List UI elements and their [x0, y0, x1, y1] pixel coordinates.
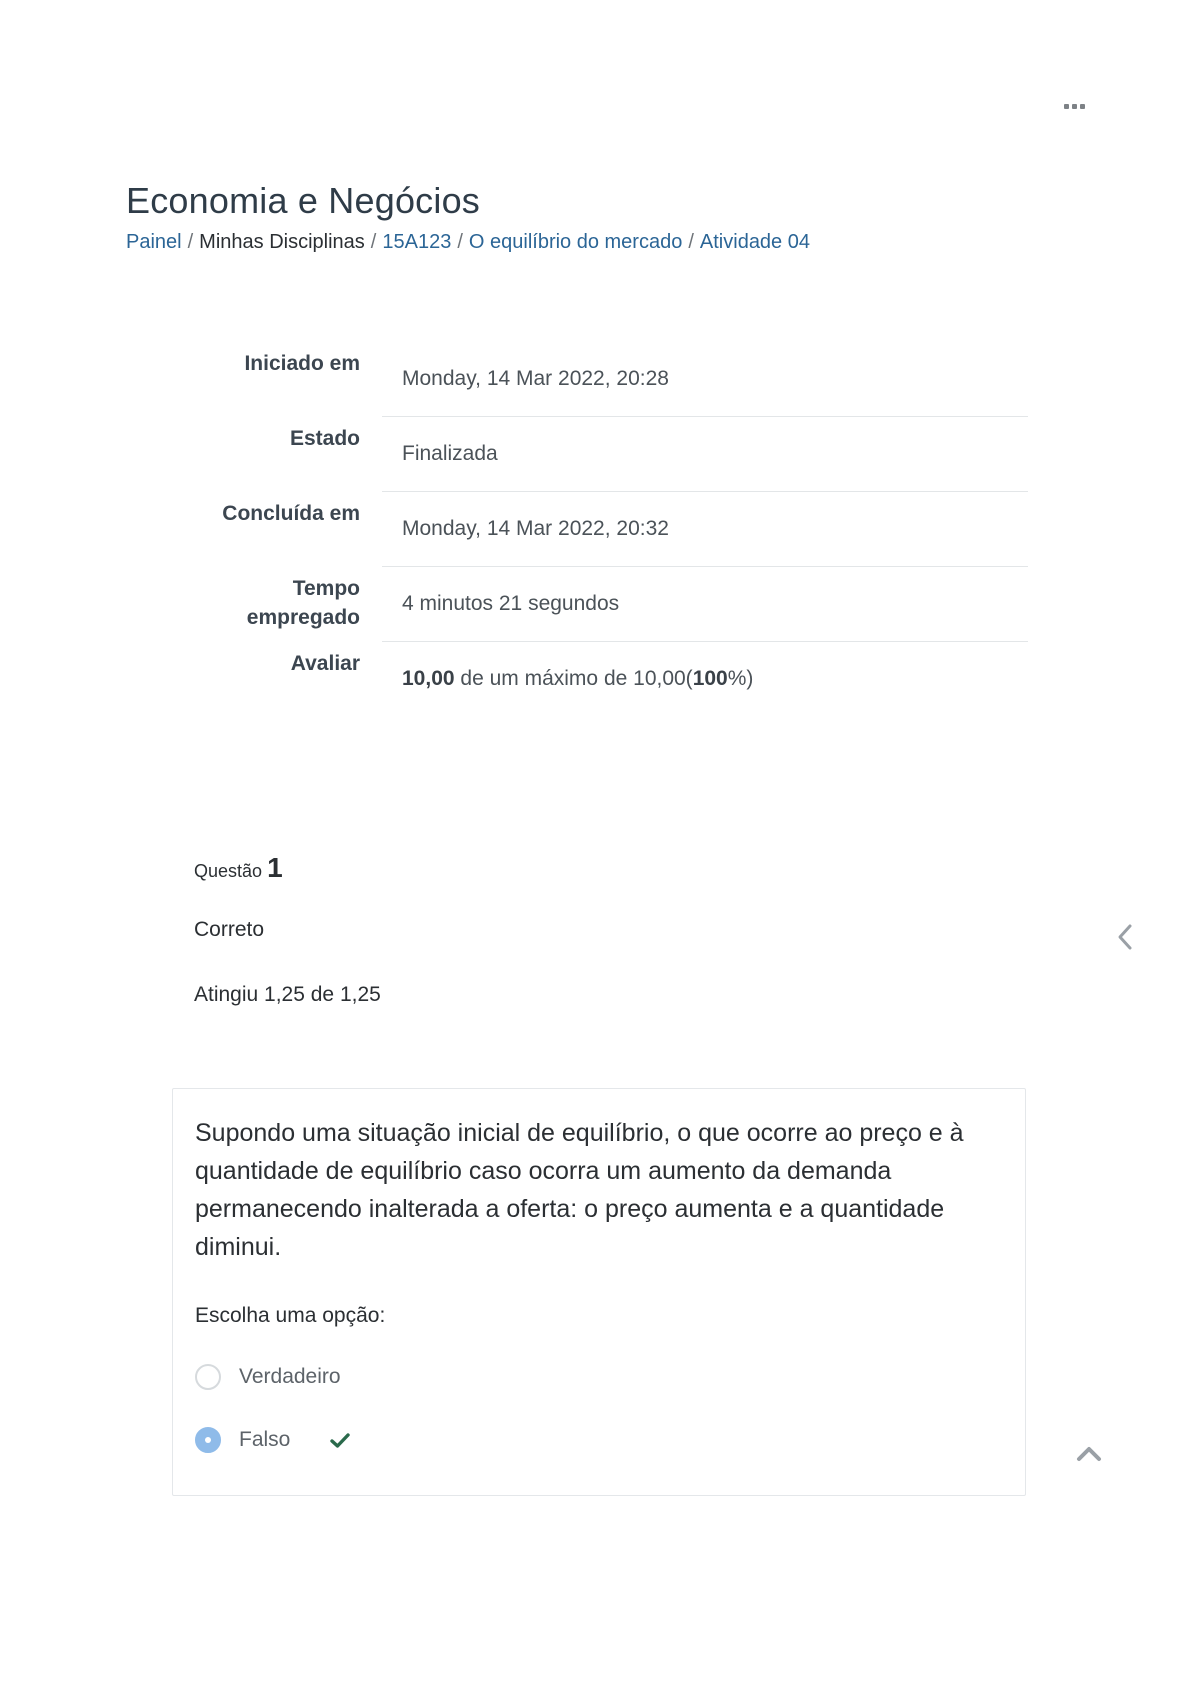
radio-falso[interactable] — [195, 1427, 221, 1453]
breadcrumb-atividade[interactable]: Atividade 04 — [699, 231, 810, 253]
summary-row-started — [160, 342, 1028, 417]
question-mark: Atingiu 1,25 de 1,25 — [194, 983, 381, 1006]
question-number — [194, 852, 283, 883]
question-info — [194, 852, 283, 884]
grade-value — [382, 642, 1028, 716]
breadcrumb-separator: / — [457, 231, 463, 253]
question-prompt: Escolha uma opção: — [195, 1304, 386, 1327]
time-label-line2: empregado — [246, 606, 360, 629]
summary-row-time — [160, 567, 1028, 642]
question-state: Correto — [194, 918, 265, 941]
summary-row-completed — [160, 492, 1028, 567]
state-label: Estado — [289, 427, 360, 450]
grade-label: Avaliar — [290, 652, 360, 675]
page-title: Economia e Negócios — [126, 180, 480, 221]
summary-row-grade — [160, 642, 1028, 716]
time-label-line1: Tempo — [292, 577, 360, 600]
question-number-value: 1 — [267, 852, 283, 883]
question-text: Supondo uma situação inicial de equilíbrio, o que ocorre ao preço e à quantidade de equilíbrio caso ocorra um aumento da demanda permanecendo inalterada a oferta: o preço aumenta e a quantidade diminui. — [195, 1119, 964, 1261]
breadcrumb-separator: / — [370, 231, 377, 253]
summary-row-state — [160, 417, 1028, 492]
completed-label: Concluída em — [222, 502, 360, 525]
completed-value: Monday, 14 Mar 2022, 20:32 — [382, 492, 1028, 567]
state-value: Finalizada — [382, 417, 1028, 492]
attempt-summary — [160, 342, 1028, 716]
breadcrumb-curso[interactable]: 15A123 — [382, 231, 452, 253]
chevron-up-icon[interactable] — [1074, 1442, 1104, 1466]
breadcrumb-separator: / — [187, 231, 194, 253]
breadcrumb — [126, 231, 810, 254]
time-value: 4 minutos 21 segundos — [382, 567, 1028, 642]
question-label: Questão — [194, 861, 263, 881]
grade-end: %) — [727, 667, 754, 690]
started-value: Monday, 14 Mar 2022, 20:28 — [382, 342, 1028, 417]
checkmark-icon — [330, 1430, 350, 1450]
chevron-left-icon[interactable] — [1114, 922, 1136, 952]
started-label: Iniciado em — [244, 352, 360, 375]
grade-text: de um máximo de 10,00( — [454, 667, 693, 690]
breadcrumb-topico[interactable]: O equilíbrio do mercado — [468, 231, 683, 253]
option-label: Falso — [239, 1428, 291, 1451]
more-actions-icon[interactable] — [1060, 96, 1090, 116]
breadcrumb-separator: / — [688, 231, 694, 253]
option-falso[interactable] — [195, 1427, 350, 1453]
grade-score: 10,00 — [402, 667, 455, 690]
radio-verdadeiro[interactable] — [195, 1364, 221, 1390]
breadcrumb-disciplinas: Minhas Disciplinas — [199, 231, 365, 253]
time-label — [160, 567, 382, 642]
question-content — [172, 1088, 1026, 1496]
option-verdadeiro[interactable] — [195, 1364, 341, 1390]
breadcrumb-painel[interactable]: Painel — [126, 231, 182, 253]
option-label: Verdadeiro — [239, 1365, 341, 1388]
grade-percent: 100 — [692, 667, 728, 690]
